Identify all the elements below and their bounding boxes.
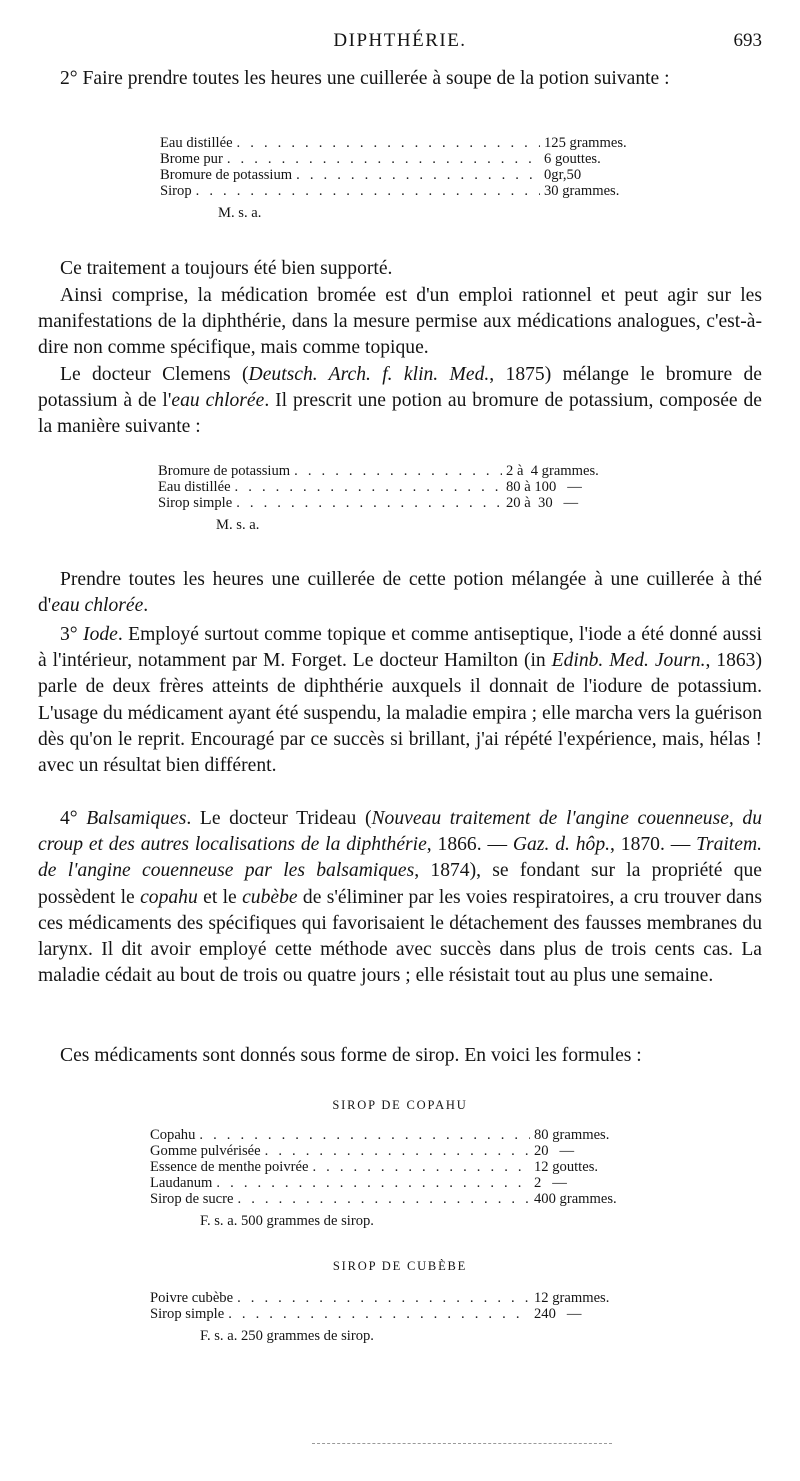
section-heading: Balsamiques [86, 808, 187, 829]
recipe-sirop-copahu [150, 1127, 634, 1229]
text-run: Le docteur Clemens ( [60, 364, 249, 385]
term: eau chlorée [171, 390, 265, 412]
recipe-row [158, 495, 642, 511]
page-number: 693 [733, 30, 762, 51]
section-number: 3° [60, 624, 84, 645]
leader-dots [227, 151, 540, 167]
leader-dots [237, 135, 540, 151]
paragraph-potion-intro: 2° Faire prendre toutes les heures une cuillerée à soupe de la potion suivante : [60, 68, 670, 89]
ingredient-name: Poivre cubèbe [150, 1290, 234, 1306]
ingredient-name: Essence de menthe poivrée [150, 1159, 309, 1175]
recipe-row [150, 1127, 634, 1143]
recipe-row [158, 463, 642, 479]
ingredient-name: Bromure de potassium [160, 167, 293, 183]
paragraph-balsamiques [38, 806, 762, 989]
paragraph-formulas-intro: Ces médicaments sont donnés sous forme de sirop. En voici les formules : [60, 1045, 642, 1066]
ingredient-quantity: 400 grammes. [534, 1191, 617, 1207]
recipe-row [150, 1191, 634, 1207]
recipe-row [160, 167, 644, 183]
leader-dots [238, 1191, 531, 1207]
reference-title: Deutsch. Arch. f. klin. Med. [248, 364, 490, 385]
ingredient-name: Sirop de sucre [150, 1191, 234, 1207]
text-run: Prendre toutes les heures une cuillerée de cette potion mélangée à une cuillerée à thé d' [38, 569, 762, 617]
recipe-sirop-cubebe [150, 1290, 634, 1344]
leader-dots [199, 1127, 530, 1143]
running-head [0, 30, 800, 60]
ingredient-quantity: 0gr,50 [544, 167, 582, 183]
leader-dots [216, 1175, 530, 1191]
ingredient-name: Sirop simple [158, 495, 233, 511]
leader-dots [237, 1290, 530, 1306]
ingredient-quantity: 80 grammes. [534, 1127, 610, 1143]
ingredient-quantity: 240 — [534, 1306, 582, 1322]
ingredient-name: Bromure de potassium [158, 463, 291, 479]
leader-dots [228, 1306, 530, 1322]
text-run: . Employé surtout comme topique et comme antiseptique, l'iode a été donné aussi à l'intérieur, notamment par M. Forget. Le docteur Hamilton (in [38, 624, 762, 672]
recipe-row [160, 151, 644, 167]
ingredient-name: Brome pur [160, 151, 223, 167]
text-run: , 1875) mélange le bromure de potassium à de l' [38, 364, 762, 412]
running-title: DIPHTHÉRIE. [333, 30, 467, 51]
ingredient-quantity: 6 gouttes. [544, 151, 601, 167]
recipe-note: M. s. a. [218, 205, 262, 221]
ingredient-name: Sirop simple [150, 1306, 225, 1322]
ingredient-quantity: 30 grammes. [544, 183, 620, 199]
leader-dots [236, 495, 502, 511]
text-run: . Il prescrit une potion au bromure de potassium, composée de la manière suivante : [38, 390, 763, 438]
ingredient-name: Eau distillée [160, 135, 233, 151]
ingredient-name: Sirop [160, 183, 192, 199]
text-run: de s'éliminer par les voies respiratoires, a cru trouver dans ces médicaments des spécifiques qui favorisaient le détachement des fausses membranes du larynx. Il dit avoir employé cette méthode avec succès dans plus de trois cents cas. La maladie cédait au bout de trois ou quatre jours ; elle résistait tout au plus une semaine. [38, 886, 762, 987]
ingredient-quantity: 125 grammes. [544, 135, 627, 151]
recipe-row [158, 479, 642, 495]
paragraph-tolerance: Ce traitement a toujours été bien supporté. [60, 258, 393, 279]
text-run: , 1874), se fondant sur la propriété que possèdent le [38, 860, 762, 908]
formula-title-cubebe: SIROP DE CUBÈBE [332, 1259, 468, 1273]
recipe-row [150, 1175, 634, 1191]
text-run: . [143, 595, 149, 617]
ingredient-name: Copahu [150, 1127, 196, 1143]
paragraph-iode [38, 622, 762, 779]
reference-title: Nouveau traitement de l'angine couenneuse, du croup et des autres localisations de la diphthérie [38, 808, 762, 856]
footer-rule [312, 1443, 612, 1444]
text-run: . Le docteur Trideau ( [186, 808, 372, 829]
section-number: 4° [60, 808, 87, 829]
recipe-bromure [158, 463, 642, 533]
leader-dots [312, 1159, 530, 1175]
text-run: et le [197, 886, 243, 908]
ingredient-quantity: 12 grammes. [534, 1290, 610, 1306]
recipe-row [160, 135, 644, 151]
recipe-row [150, 1159, 634, 1175]
text-run: , 1870. — [610, 834, 697, 856]
formula-title-copahu: SIROP DE COPAHU [332, 1098, 468, 1112]
leader-dots [296, 167, 540, 183]
ingredient-quantity: 2 à 4 grammes. [506, 463, 599, 479]
recipe-row [150, 1290, 634, 1306]
ingredient-name: Gomme pulvérisée [150, 1143, 261, 1159]
ingredient-quantity: 80 à 100 — [506, 479, 582, 495]
text-run: , 1863) parle de deux frères atteints de diphthérie auxquels il donnait de l'iodure de potassium. L'usage du médicament ayant été suspendu, la maladie empira ; elle marcha vers la guérison dès qu'on le reprit. Encouragé par ce succès si brillant, j'ai répété l'expérience, mais, hélas ! avec un résultat bien différent. [38, 650, 762, 777]
ingredient-quantity: 2 — [534, 1175, 567, 1191]
reference-title: Edinb. Med. Journ. [551, 650, 706, 672]
term: copahu [140, 886, 198, 908]
reference-title: Traitem. de l'angine couenneuse par les balsamiques [38, 834, 762, 882]
ingredient-name: Laudanum [150, 1175, 213, 1191]
paragraph-prendre [38, 567, 762, 619]
ingredient-quantity: 20 — [534, 1143, 575, 1159]
recipe-row [150, 1306, 634, 1322]
recipe-row [160, 183, 644, 199]
reference-title: Gaz. d. hôp. [512, 834, 611, 856]
recipe-note: F. s. a. 250 grammes de sirop. [200, 1328, 374, 1344]
recipe-note: F. s. a. 500 grammes de sirop. [200, 1213, 374, 1229]
leader-dots [235, 479, 502, 495]
section-heading: Iode [83, 624, 118, 645]
paragraph-clemens [38, 362, 762, 441]
recipe-note: M. s. a. [216, 517, 260, 533]
recipe-row [150, 1143, 634, 1159]
ingredient-quantity: 20 à 30 — [506, 495, 579, 511]
ingredient-quantity: 12 gouttes. [534, 1159, 599, 1175]
term: eau chlorée [51, 595, 144, 617]
paragraph-bromine-rationale: Ainsi comprise, la médication bromée est d'un emploi rationnel et peut agir sur les manifestations de la diphthérie, dans la mesure permise aux médications analogues, c'est-à-dire non comme spécifique, mais comme topique. [38, 285, 762, 359]
text-run: , 1866. — [426, 834, 513, 856]
leader-dots [196, 183, 540, 199]
leader-dots [294, 463, 502, 479]
ingredient-name: Eau distillée [158, 479, 231, 495]
term: cubèbe [242, 886, 298, 908]
leader-dots [265, 1143, 530, 1159]
recipe-brome [160, 135, 644, 221]
